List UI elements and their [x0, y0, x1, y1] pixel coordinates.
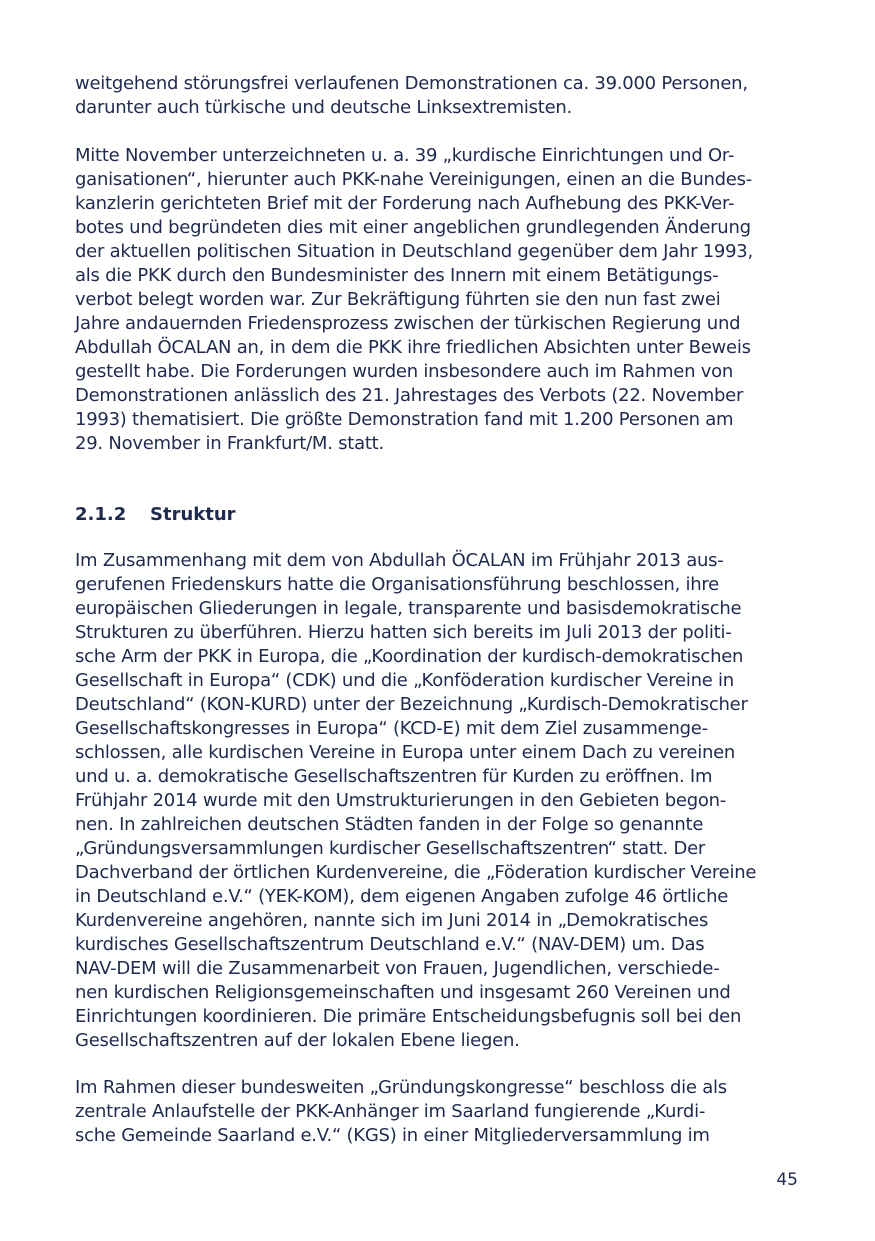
text-line: Kurdenvereine angehören, nannte sich im Juni 2014 in „Demokratisches: [75, 910, 709, 931]
text-line: Gesellschaft in Europa“ (CDK) und die „Konföderation kurdischer Vereine in: [75, 670, 734, 691]
text-line: zentrale Anlaufstelle der PKK-Anhänger im Saarland fungierende „Kurdi-: [75, 1101, 706, 1122]
text-line: Einrichtungen koordinieren. Die primäre Entscheidungsbefugnis soll bei den: [75, 1006, 742, 1027]
text-line: Im Zusammenhang mit dem von Abdullah ÖCALAN im Frühjahr 2013 aus-: [75, 550, 724, 571]
paragraph-demonstrations: [75, 72, 748, 120]
text-line: Gesellschaftskongresses in Europa“ (KCD-E) mit dem Ziel zusammenge-: [75, 718, 708, 739]
text-line: ganisationen“, hierunter auch PKK-nahe Vereinigungen, einen an die Bundes-: [75, 169, 753, 190]
text-line: gestellt habe. Die Forderungen wurden insbesondere auch im Rahmen von: [75, 361, 734, 382]
text-line: in Deutschland e.V.“ (YEK-KOM), dem eigenen Angaben zufolge 46 örtliche: [75, 886, 729, 907]
text-line: NAV-DEM will die Zusammenarbeit von Frauen, Jugendlichen, verschiede-: [75, 958, 720, 979]
text-line: „Gründungsversammlungen kurdischer Gesellschaftszentren“ statt. Der: [75, 838, 706, 859]
section-title: Struktur: [150, 504, 236, 525]
text-line: schlossen, alle kurdischen Vereine in Europa unter einem Dach zu vereinen: [75, 742, 736, 763]
text-line: weitgehend störungsfrei verlaufenen Demonstrationen ca. 39.000 Personen,: [75, 73, 748, 94]
text-line: als die PKK durch den Bundesminister des Innern mit einem Betätigungs-: [75, 265, 719, 286]
text-line: Strukturen zu überführen. Hierzu hatten sich bereits im Juli 2013 der politi-: [75, 622, 732, 643]
text-line: sche Gemeinde Saarland e.V.“ (KGS) in einer Mitgliederversammlung im: [75, 1125, 710, 1146]
text-line: sche Arm der PKK in Europa, die „Koordination der kurdisch-demokratischen: [75, 646, 744, 667]
text-line: Mitte November unterzeichneten u. a. 39 „kurdische Einrichtungen und Or-: [75, 145, 735, 166]
text-line: Im Rahmen dieser bundesweiten „Gründungskongresse“ beschloss die als: [75, 1077, 727, 1098]
text-line: 1993) thematisiert. Die größte Demonstration fand mit 1.200 Personen am: [75, 409, 734, 430]
paragraph-saarland: [75, 1076, 727, 1148]
text-line: gerufenen Friedenskurs hatte die Organisationsführung beschlossen, ihre: [75, 574, 720, 595]
text-line: botes und begründeten dies mit einer angeblichen grundlegenden Änderung: [75, 217, 751, 238]
text-line: und u. a. demokratische Gesellschaftszentren für Kurden zu eröffnen. Im: [75, 766, 713, 787]
section-number: 2.1.2: [75, 504, 127, 525]
text-line: verbot belegt worden war. Zur Bekräftigung führten sie den nun fast zwei: [75, 289, 721, 310]
text-line: 29. November in Frankfurt/M. statt.: [75, 433, 384, 454]
text-line: darunter auch türkische und deutsche Linksextremisten.: [75, 97, 573, 118]
text-line: nen kurdischen Religionsgemeinschaften und insgesamt 260 Vereinen und: [75, 982, 731, 1003]
text-line: Demonstrationen anlässlich des 21. Jahrestages des Verbots (22. November: [75, 385, 744, 406]
text-line: Gesellschaftszentren auf der lokalen Ebene liegen.: [75, 1030, 520, 1051]
text-line: kanzlerin gerichteten Brief mit der Forderung nach Aufhebung des PKK-Ver-: [75, 193, 735, 214]
text-line: Deutschland“ (KON-KURD) unter der Bezeichnung „Kurdisch-Demokratischer: [75, 694, 748, 715]
text-line: Abdullah ÖCALAN an, in dem die PKK ihre friedlichen Absichten unter Beweis: [75, 337, 751, 358]
section-heading: [75, 502, 236, 528]
text-line: Frühjahr 2014 wurde mit den Umstrukturierungen in den Gebieten begon-: [75, 790, 727, 811]
paragraph-structure: [75, 549, 756, 1053]
text-line: kurdisches Gesellschaftszentrum Deutschland e.V.“ (NAV-DEM) um. Das: [75, 934, 705, 955]
text-line: der aktuellen politischen Situation in Deutschland gegenüber dem Jahr 1993,: [75, 241, 753, 262]
text-line: nen. In zahlreichen deutschen Städten fanden in der Folge so genannte: [75, 814, 704, 835]
text-line: Dachverband der örtlichen Kurdenvereine, die „Föderation kurdischer Vereine: [75, 862, 757, 883]
page-number: 45: [776, 1170, 798, 1190]
text-line: europäischen Gliederungen in legale, transparente und basisdemokratische: [75, 598, 742, 619]
paragraph-letter-to-chancellor: [75, 144, 753, 456]
text-line: Jahre andauernden Friedensprozess zwischen der türkischen Regierung und: [75, 313, 741, 334]
